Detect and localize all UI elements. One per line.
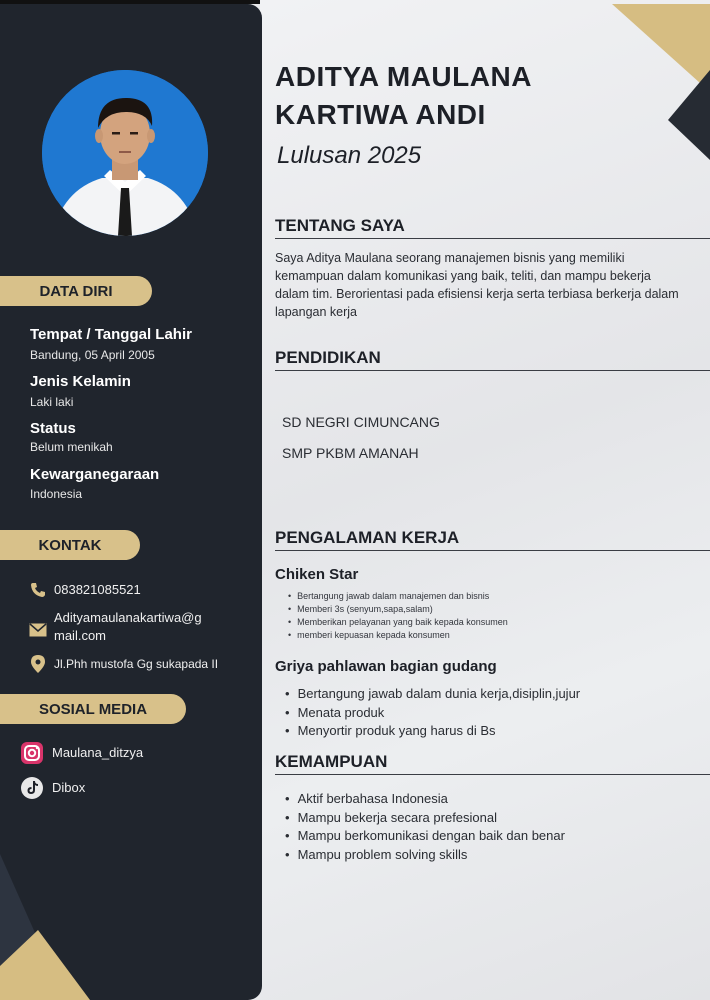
gender-label: Jenis Kelamin	[30, 373, 131, 390]
tiktok-handle: Dibox	[52, 780, 86, 795]
birth-label: Tempat / Tanggal Lahir	[30, 326, 192, 343]
address-row	[28, 655, 218, 673]
location-pin-icon	[28, 655, 48, 673]
list-item: • Mampu problem solving skills	[285, 846, 565, 865]
data-diri-heading: DATA DIRI	[0, 276, 152, 306]
address-value: Jl.Phh mustofa Gg sukapada II	[54, 657, 219, 671]
education-item: SD NEGRI CIMUNCANG	[282, 414, 440, 430]
tiktok-icon	[20, 776, 44, 800]
top-right-dark-shape	[668, 70, 710, 160]
about-text: Saya Aditya Maulana seorang manajemen bisnis yang memiliki kemampuan dalam komunikasi yang baik, teliti, dan mampu bekerja dalam tim. Berorientasi pada efisiensi kerja serta terbiasa berkerja dalam lapangan kerja	[275, 251, 679, 319]
email-value-line2: mail.com	[54, 628, 107, 643]
status-value: Belum menikah	[30, 440, 113, 454]
list-item: • Aktif berbahasa Indonesia	[285, 790, 565, 809]
list-item: • Mampu bekerja secara prefesional	[285, 809, 565, 828]
gender-value: Laki laki	[30, 395, 74, 409]
email-row	[28, 609, 202, 645]
phone-row	[28, 581, 141, 599]
sidebar	[0, 4, 262, 1000]
email-value-line1: Adityamaulanakartiwa@g	[54, 610, 202, 625]
pengalaman-heading: PENGALAMAN KERJA	[275, 528, 710, 551]
list-item: • Menata produk	[285, 704, 580, 723]
list-item: • Bertangung jawab dalam dunia kerja,disiplin,jujur	[285, 685, 580, 704]
nationality-label: Kewarganegaraan	[30, 466, 160, 483]
phone-icon	[28, 581, 48, 599]
kemampuan-heading: KEMAMPUAN	[275, 752, 710, 775]
profile-photo	[42, 70, 208, 236]
job-points	[285, 685, 580, 741]
list-item: • Bertangung jawab dalam manajemen dan bisnis	[288, 590, 508, 603]
list-item: • Mampu berkomunikasi dengan baik dan benar	[285, 827, 565, 846]
bottom-left-gold-triangle	[0, 930, 90, 1000]
instagram-handle: Maulana_ditzya	[52, 745, 144, 760]
instagram-icon	[20, 741, 44, 765]
job-title: Griya pahlawan bagian gudang	[275, 658, 497, 675]
skills-list	[285, 790, 565, 864]
nationality-value: Indonesia	[30, 487, 83, 501]
pendidikan-heading: PENDIDIKAN	[275, 348, 710, 371]
graduation-subtitle: Lulusan 2025	[277, 142, 422, 169]
kontak-heading: KONTAK	[0, 530, 140, 560]
tentang-heading: TENTANG SAYA	[275, 216, 710, 239]
birth-value: Bandung, 05 April 2005	[30, 348, 155, 362]
tiktok-row	[20, 776, 85, 800]
phone-value: 083821085521	[54, 582, 141, 597]
sosial-media-heading: SOSIAL MEDIA	[0, 694, 186, 724]
full-name: ADITYA MAULANA KARTIWA ANDI	[275, 61, 531, 130]
list-item: • Memberikan pelayanan yang baik kepada konsumen	[288, 616, 508, 629]
job-title: Chiken Star	[275, 566, 359, 583]
list-item: • memberi kepuasan kepada konsumen	[288, 629, 508, 642]
instagram-row	[20, 741, 143, 765]
status-label: Status	[30, 420, 76, 437]
email-icon	[28, 621, 48, 639]
education-item: SMP PKBM AMANAH	[282, 445, 419, 461]
job-points	[288, 590, 508, 642]
list-item: • Memberi 3s (senyum,sapa,salam)	[288, 603, 508, 616]
list-item: • Menyortir produk yang harus di Bs	[285, 722, 580, 741]
